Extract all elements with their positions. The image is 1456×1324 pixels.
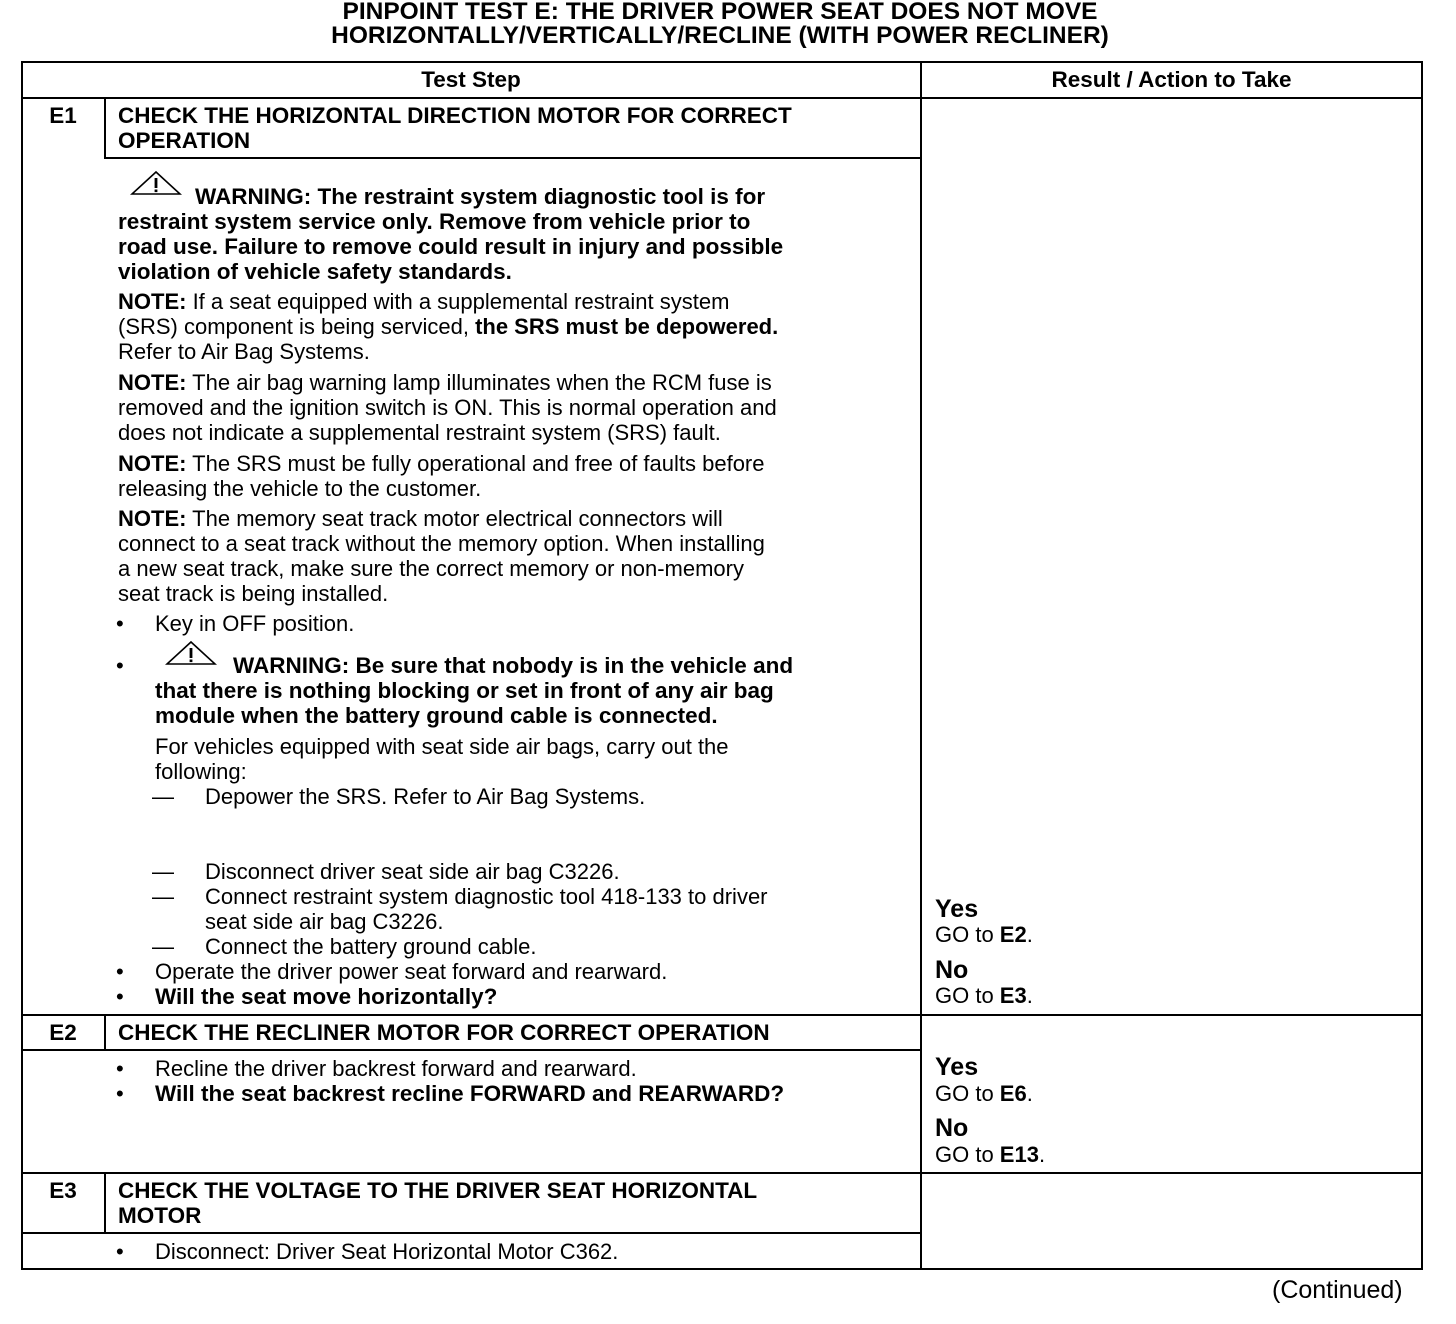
- header-bottom-border: [21, 97, 1423, 99]
- bullet-marker: •: [116, 1239, 124, 1264]
- dash-marker: —: [152, 784, 174, 809]
- note-text: removed and the ignition switch is ON. This is normal operation and: [118, 395, 777, 420]
- action-period: .: [1026, 983, 1033, 1008]
- note-text: If a seat equipped with a supplemental restraint system: [186, 289, 730, 314]
- note-text: connect to a seat track without the memory option. When installing: [118, 531, 765, 556]
- step-title-line: CHECK THE HORIZONTAL DIRECTION MOTOR FOR CORRECT: [118, 103, 792, 128]
- bullet-marker: •: [116, 1056, 124, 1081]
- warning-block-1: [118, 171, 783, 284]
- warning-line: violation of vehicle safety standards.: [118, 259, 512, 284]
- intro-line: For vehicles equipped with seat side air bags, carry out the: [155, 734, 729, 759]
- note-text: Refer to Air Bag Systems.: [118, 339, 370, 364]
- action-text: GO to: [935, 983, 1000, 1008]
- bullet-marker: •: [116, 984, 124, 1009]
- bullet-marker: •: [116, 611, 124, 636]
- action-text: GO to: [935, 1081, 1000, 1106]
- note-label: NOTE:: [118, 451, 187, 476]
- warning-line-text: WARNING: The restraint system diagnostic tool is for: [195, 184, 766, 209]
- step-instruction: Recline the driver backrest forward and rearward.: [155, 1056, 637, 1081]
- result-yes-action: [935, 1081, 1033, 1106]
- sub-instruction: Disconnect driver seat side air bag C3226.: [205, 859, 620, 884]
- step-title-e3: [118, 1178, 757, 1228]
- note-label: NOTE:: [118, 370, 187, 395]
- warning-line: module when the battery ground cable is connected.: [155, 703, 718, 728]
- step-question: Will the seat backrest recline FORWARD and REARWARD?: [155, 1081, 785, 1106]
- result-yes-label: Yes: [935, 895, 979, 923]
- result-goto-link[interactable]: E13: [999, 1142, 1039, 1167]
- warning-line-text: WARNING: Be sure that nobody is in the vehicle and: [233, 653, 794, 678]
- note-text: The SRS must be fully operational and free of faults before: [186, 451, 765, 476]
- action-text: GO to: [935, 1142, 1000, 1167]
- column-divider: [920, 61, 922, 1270]
- result-no-action: [935, 983, 1033, 1008]
- note-text: (SRS) component is being serviced,: [118, 314, 476, 339]
- step-id-e3: E3: [49, 1178, 77, 1203]
- table-bottom-border: [21, 1268, 1423, 1270]
- step-instruction: Operate the driver power seat forward and rearward.: [155, 959, 668, 984]
- action-period: .: [1026, 1081, 1033, 1106]
- result-goto-link[interactable]: E2: [999, 922, 1027, 947]
- note-text: seat track is being installed.: [118, 581, 389, 606]
- step-title-e1: [118, 103, 792, 153]
- note-text: The air bag warning lamp illuminates when the RCM fuse is: [186, 370, 772, 395]
- bullet-marker: •: [116, 959, 124, 984]
- warning-icon: [130, 170, 182, 201]
- step-question: Will the seat move horizontally?: [155, 984, 498, 1009]
- result-yes-action: [935, 922, 1033, 947]
- note-block-3: [118, 451, 765, 501]
- e2-title-bottom-border: [21, 1049, 922, 1051]
- sub-instruction: Connect the battery ground cable.: [205, 934, 537, 959]
- result-no-label: No: [935, 1114, 969, 1142]
- sub-instruction: Depower the SRS. Refer to Air Bag Systems.: [205, 784, 646, 809]
- step-title-line: MOTOR: [118, 1203, 202, 1228]
- action-text: GO to: [935, 922, 1000, 947]
- sub-instruction: [205, 884, 768, 934]
- result-goto-link[interactable]: E3: [999, 983, 1027, 1008]
- step-instruction: Key in OFF position.: [155, 611, 355, 636]
- warning-line: restraint system service only. Remove from vehicle prior to: [118, 209, 751, 234]
- warning-block-2: [155, 640, 793, 728]
- table-top-border: [21, 61, 1423, 63]
- note-text: does not indicate a supplemental restraint system (SRS) fault.: [118, 420, 721, 445]
- action-period: .: [1038, 1142, 1046, 1167]
- step-title-e2: CHECK THE RECLINER MOTOR FOR CORRECT OPERATION: [118, 1020, 770, 1045]
- note-block-1: [118, 289, 778, 364]
- warning-line: [118, 184, 783, 209]
- header-test-step: Test Step: [421, 67, 521, 92]
- side-airbag-intro: [155, 734, 729, 784]
- note-block-4: [118, 506, 765, 606]
- note-text: a new seat track, make sure the correct memory or non-memory: [118, 556, 744, 581]
- table-right-border: [1421, 61, 1423, 1270]
- dash-marker: —: [152, 934, 174, 959]
- note-label: NOTE:: [118, 506, 187, 531]
- note-text: releasing the vehicle to the customer.: [118, 476, 482, 501]
- warning-line: that there is nothing blocking or set in front of any air bag: [155, 678, 774, 703]
- action-period: .: [1026, 922, 1033, 947]
- dash-marker: —: [152, 884, 174, 909]
- result-yes-label: Yes: [935, 1053, 979, 1081]
- sub-instruction-line: seat side air bag C3226.: [205, 909, 444, 934]
- e2-id-divider: [104, 1014, 106, 1051]
- bullet-marker: •: [116, 1081, 124, 1106]
- page-title: [0, 0, 1440, 48]
- sub-instruction-line: Connect restraint system diagnostic tool 418-133 to driver: [205, 884, 768, 909]
- intro-line: following:: [155, 759, 247, 784]
- title-line-2: HORIZONTALLY/VERTICALLY/RECLINE (WITH POWER RECLINER): [331, 22, 1109, 49]
- step-id-e1: E1: [49, 103, 77, 128]
- note-block-2: [118, 370, 777, 445]
- e2-bottom-border: [21, 1172, 1423, 1174]
- step-title-line: OPERATION: [118, 128, 251, 153]
- table-left-border: [21, 61, 23, 1270]
- e1-bottom-border: [21, 1014, 1423, 1016]
- continued-label: (Continued): [1272, 1276, 1403, 1304]
- bullet-marker: •: [116, 653, 124, 678]
- result-no-label: No: [935, 956, 969, 984]
- step-instruction: Disconnect: Driver Seat Horizontal Motor C362.: [155, 1239, 619, 1264]
- warning-icon: [165, 640, 217, 671]
- e3-id-divider: [104, 1172, 106, 1234]
- header-result: Result / Action to Take: [1051, 67, 1292, 92]
- step-id-e2: E2: [49, 1020, 77, 1045]
- warning-line: road use. Failure to remove could result in injury and possible: [118, 234, 784, 259]
- result-goto-link[interactable]: E6: [999, 1081, 1027, 1106]
- note-label: NOTE:: [118, 289, 187, 314]
- note-text: The memory seat track motor electrical connectors will: [186, 506, 723, 531]
- result-no-action: [935, 1142, 1045, 1167]
- warning-line: [155, 653, 793, 678]
- title-line-1: PINPOINT TEST E: THE DRIVER POWER SEAT DOES NOT MOVE: [342, 0, 1098, 25]
- note-emphasis: the SRS must be depowered.: [475, 314, 779, 339]
- e1-title-bottom-border: [104, 157, 922, 159]
- e1-id-divider: [104, 97, 106, 159]
- e3-title-bottom-border: [21, 1232, 922, 1234]
- dash-marker: —: [152, 859, 174, 884]
- step-title-line: CHECK THE VOLTAGE TO THE DRIVER SEAT HORIZONTAL: [118, 1178, 758, 1203]
